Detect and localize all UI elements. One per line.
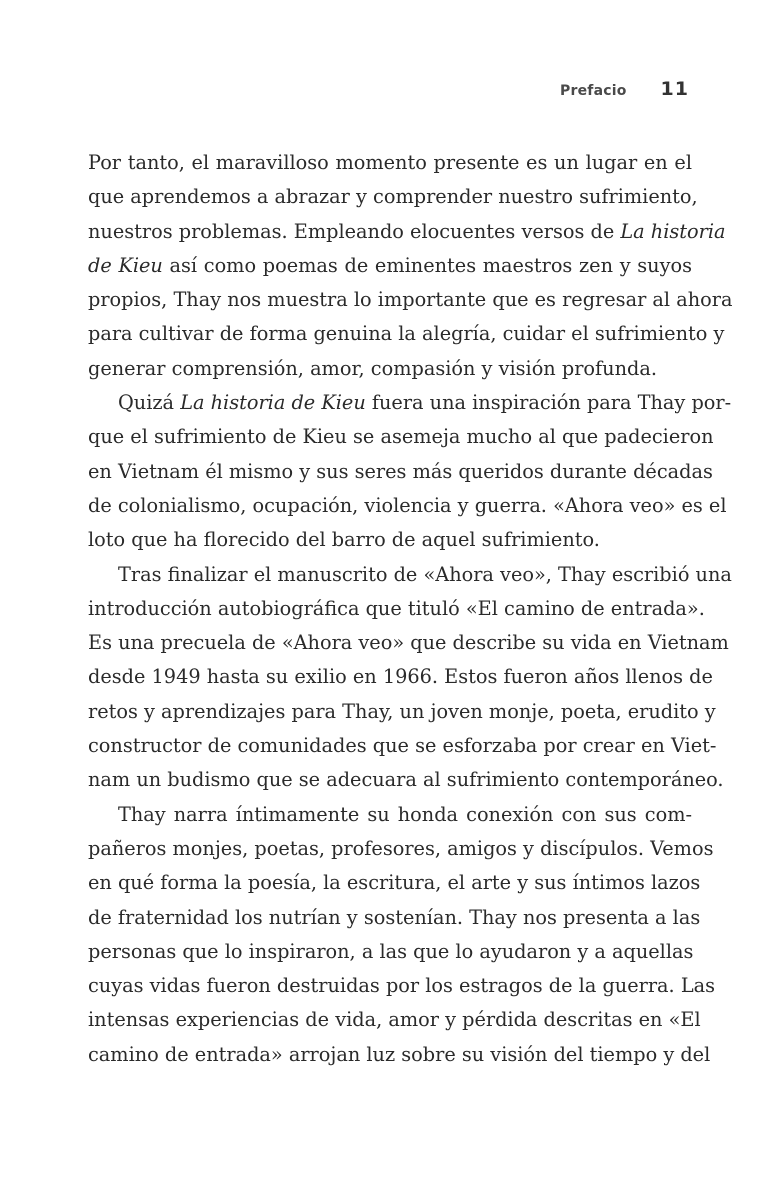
text-run: personas que lo inspiraron, a las que lo ayudaron y a aquellas bbox=[88, 939, 694, 963]
text-line bbox=[88, 626, 729, 660]
text-run: pañeros monjes, poetas, profesores, amigos y discípulos. Vemos bbox=[88, 836, 714, 860]
text-run: en Vietnam él mismo y sus seres más queridos durante décadas bbox=[88, 459, 713, 483]
text-line bbox=[88, 180, 698, 214]
text-run: Tras finalizar el manuscrito de «Ahora veo», Thay escribió una bbox=[118, 562, 732, 586]
page-number: 11 bbox=[660, 78, 689, 100]
text-run: Por tanto, el maravilloso momento presente es un lugar en el bbox=[88, 151, 692, 174]
text-line bbox=[88, 798, 692, 832]
text-run: introducción autobiográfica que tituló «El camino de entrada». bbox=[88, 596, 705, 620]
text-run: constructor de comunidades que se esforzaba por crear en Viet- bbox=[88, 734, 717, 758]
text-line bbox=[88, 489, 727, 523]
text-line bbox=[88, 146, 692, 180]
text-line bbox=[88, 592, 705, 626]
text-run: desde 1949 hasta su exilio en 1966. Estos fueron años llenos de bbox=[88, 665, 713, 689]
text-line bbox=[88, 386, 732, 420]
text-run: de fraternidad los nutrían y sostenían. Thay nos presenta a las bbox=[88, 905, 701, 929]
text-line bbox=[88, 352, 692, 386]
text-run: que aprendemos a abrazar y comprender nuestro sufrimiento, bbox=[88, 185, 698, 209]
text-run: cuyas vidas fueron destruidas por los estragos de la guerra. Las bbox=[88, 974, 716, 998]
text-run: Es una precuela de «Ahora veo» que describe su vida en Vietnam bbox=[88, 631, 729, 655]
text-line bbox=[88, 660, 713, 694]
text-run: en qué forma la poesía, la escritura, el arte y sus íntimos lazos bbox=[88, 871, 701, 895]
text-line bbox=[88, 317, 725, 351]
text-run: Thay narra íntimamente su honda conexión con sus com- bbox=[118, 802, 692, 826]
text-line bbox=[88, 866, 701, 900]
text-run: nam un budismo que se adecuara al sufrimiento contemporáneo. bbox=[88, 768, 724, 792]
text-line bbox=[88, 283, 733, 317]
text-line bbox=[88, 935, 692, 969]
text-run: Quizá bbox=[118, 391, 181, 415]
text-line bbox=[88, 695, 716, 729]
text-run: loto que ha florecido del barro de aquel sufrimiento. bbox=[88, 528, 600, 552]
text-line bbox=[88, 832, 714, 866]
text-run: camino de entrada» arrojan luz sobre su visión del tiempo y del bbox=[88, 1042, 711, 1066]
text-line bbox=[88, 455, 713, 489]
text-run: intensas experiencias de vida, amor y pérdida descritas en «El bbox=[88, 1008, 701, 1032]
text-line bbox=[88, 523, 692, 557]
text-run: fuera una inspiración para Thay por- bbox=[365, 391, 732, 415]
italic-title-text: La historia de Kieu bbox=[180, 391, 366, 415]
text-line bbox=[88, 1038, 711, 1072]
text-run: para cultivar de forma genuina la alegría, cuidar el sufrimiento y bbox=[88, 322, 725, 346]
text-line bbox=[88, 763, 724, 797]
text-line bbox=[88, 1003, 701, 1037]
text-run: nuestros problemas. Empleando elocuentes versos de bbox=[88, 219, 621, 243]
running-header bbox=[560, 78, 689, 100]
paragraph bbox=[88, 558, 732, 798]
text-line bbox=[88, 969, 716, 1003]
text-line bbox=[88, 729, 717, 763]
text-run: que el sufrimiento de Kieu se asemeja mucho al que padecieron bbox=[88, 425, 714, 449]
text-run: generar comprensión, amor, compasión y visión profunda. bbox=[88, 356, 657, 380]
text-line bbox=[88, 420, 714, 454]
text-run: propios, Thay nos muestra lo importante que es regresar al ahora bbox=[88, 288, 733, 312]
text-run: de colonialismo, ocupación, violencia y guerra. «Ahora veo» es el bbox=[88, 493, 727, 517]
text-line bbox=[88, 901, 701, 935]
body-text bbox=[88, 146, 733, 1072]
italic-title-text: de Kieu bbox=[88, 253, 163, 277]
text-line bbox=[88, 215, 726, 249]
text-line bbox=[88, 249, 692, 283]
text-run: retos y aprendizajes para Thay, un joven monje, poeta, erudito y bbox=[88, 699, 716, 723]
section-title: Prefacio bbox=[560, 83, 627, 99]
paragraph bbox=[88, 798, 716, 1072]
paragraph bbox=[88, 386, 732, 557]
text-run: así como poemas de eminentes maestros zen y suyos bbox=[162, 253, 692, 277]
paragraph bbox=[88, 146, 733, 386]
italic-title-text: La historia bbox=[620, 219, 726, 243]
text-line bbox=[88, 558, 732, 592]
